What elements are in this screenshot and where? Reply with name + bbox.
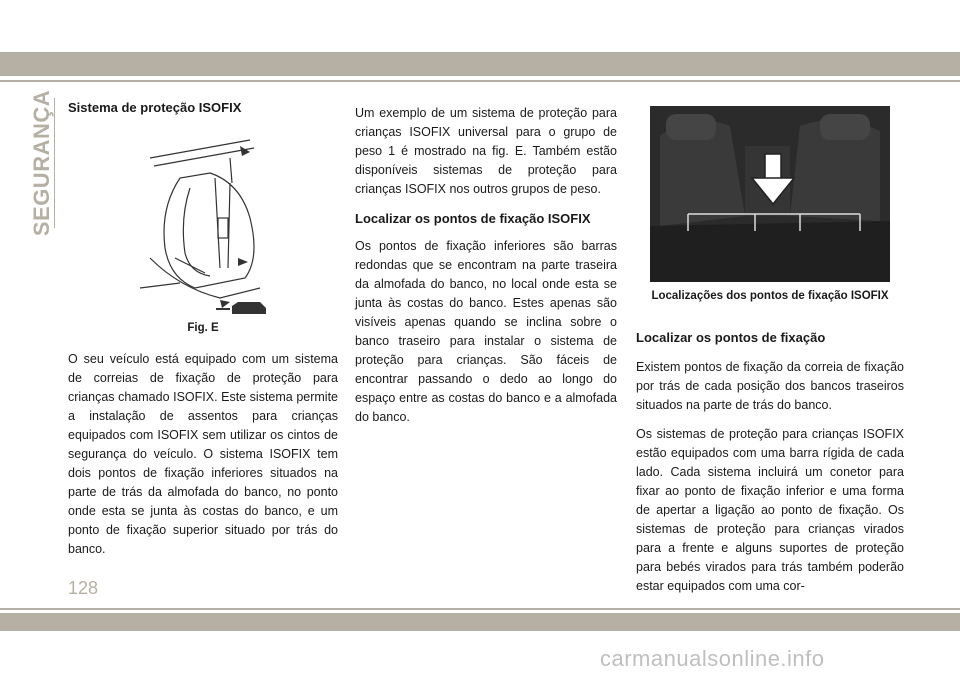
left-headrest (666, 114, 716, 140)
column-1 (68, 100, 338, 116)
section-sidebar-label: SEGURANÇA (29, 89, 54, 237)
sidebar-rule (54, 98, 55, 228)
section-sidebar (29, 89, 54, 237)
footer-rule (0, 608, 960, 610)
column-3 (636, 330, 904, 596)
watermark: carmanualsonline.info (600, 646, 825, 671)
isofix-example-paragraph: Um exemplo de um sistema de proteção para crianças ISOFIX universal para o grupo de peso 1 é mostrado na fig. E. Também estão disponíveis sistemas de proteção para crianças ISOFIX nos outros grupos de peso. (355, 106, 617, 196)
locate-anchor-heading: Localizar os pontos de fixação (636, 330, 826, 345)
header-bar (0, 52, 960, 76)
footer-bar (0, 613, 960, 631)
rear-seat-photo (650, 106, 890, 282)
locate-isofix-paragraph: Os pontos de fixação inferiores são barras redondas que se encontram na parte traseira da almofada do banco, no local onde esta se junta às costas do banco. Estes apenas são visíveis apenas quando se inclina sobre o banco traseiro para instalar o sistema de proteção para crianças. São fáceis de encontrar passando o dedo ao longo do espaço entre as costas do banco e a almofada do banco. (355, 239, 617, 424)
isofix-intro-text-block (68, 350, 338, 559)
isofix-intro-paragraph: O seu veículo está equipado com um sistema de correias de fixação de proteção para crianças chamado ISOFIX. Este sistema permite a instalação de assentos para crianças equipados com ISOFIX sem utilizar os cintos de segurança do veículo. O sistema ISOFIX tem dois pontos de fixação inferiores situados na parte de trás da almofada do banco, no ponto onde esta se junta às costas do banco, e um ponto de fixação superior situado por trás do banco. (68, 352, 338, 556)
locate-isofix-heading: Localizar os pontos de fixação ISOFIX (355, 211, 591, 226)
anchor-location-paragraph: Existem pontos de fixação da correia de fixação por trás de cada posição dos bancos traseiros situados na parte de trás do banco. (636, 360, 904, 412)
column-2 (355, 104, 617, 427)
page-number: 128 (68, 578, 99, 598)
right-headrest (820, 114, 870, 140)
isofix-rigid-bar-paragraph: Os sistemas de proteção para crianças ISOFIX estão equipados com uma barra rígida de cada lado. Cada sistema incluirá um conetor para fixar ao ponto de fixação inferior e uma forma de apertar a ligação ao ponto de fixação. Os sistemas de proteção para crianças virados para a frente e alguns suportes de proteção para bebés virados para trás também poderão estar equipados com uma cor- (636, 427, 904, 593)
isofix-system-heading: Sistema de proteção ISOFIX (68, 100, 242, 115)
figure-e-label: Fig. E (187, 322, 219, 334)
header-rule (0, 80, 960, 82)
child-seat-illustration (120, 138, 280, 318)
photo-caption: Localizações dos pontos de fixação ISOFIX (651, 290, 889, 302)
